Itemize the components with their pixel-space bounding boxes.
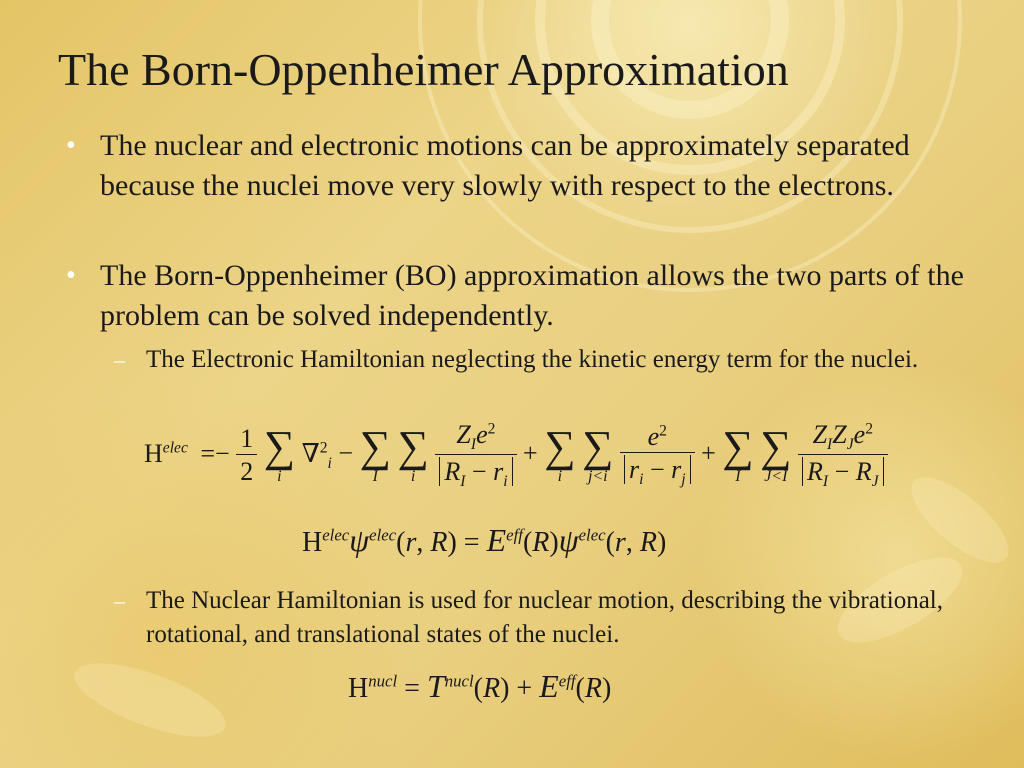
bullet-marker: • [66,130,76,161]
bullet-marker: • [66,260,76,291]
sub-bullet-text: The Electronic Hamiltonian neglecting the kinetic energy term for the nuclei. [146,346,919,373]
slide-title: The Born-Oppenheimer Approximation [58,44,789,95]
nuclear-hamiltonian-equation: $H^{nucl} = T^{nucl}(R) + E^{eff}(R)$ [348,668,612,704]
electronic-schrodinger-equation: $H^{elec}\psi^{elec}(r$, $R) = E^{eff}(R)\psi^{elec}(r$, R) [302,522,667,558]
sub-bullet-item [114,584,984,652]
electronic-hamiltonian-equation: $H^{elec}$ =− $\frac{1}{2}$ ∑ i ∇$^2_i$ − ∑ I ∑ i $\frac{Z_Ie^2}{R_I - r_i}$ + ∑ i ∑ j<i $\frac{e^2}{r_i - r_j}$ + ∑ I ∑ J<I $\frac{Z_IZ_Je^2}{R_I - R_J}$ [144,420,888,491]
sub-bullet-text: The Nuclear Hamiltonian is used for nuclear motion, describing the vibrational, rotational, and translational states of the nuclei. [146,587,943,648]
sub-bullet-marker: – [114,347,125,372]
bullet-text: The nuclear and electronic motions can be approximately separated because the nuclei move very slowly with respect to the electrons. [100,129,910,202]
bullet-item [66,126,986,206]
bullet-text: The Born-Oppenheimer (BO) approximation allows the two parts of the problem can be solved independently. [100,259,964,332]
bullet-item [66,256,986,336]
sub-bullet-item [114,343,984,377]
sub-bullet-marker: – [114,588,125,613]
